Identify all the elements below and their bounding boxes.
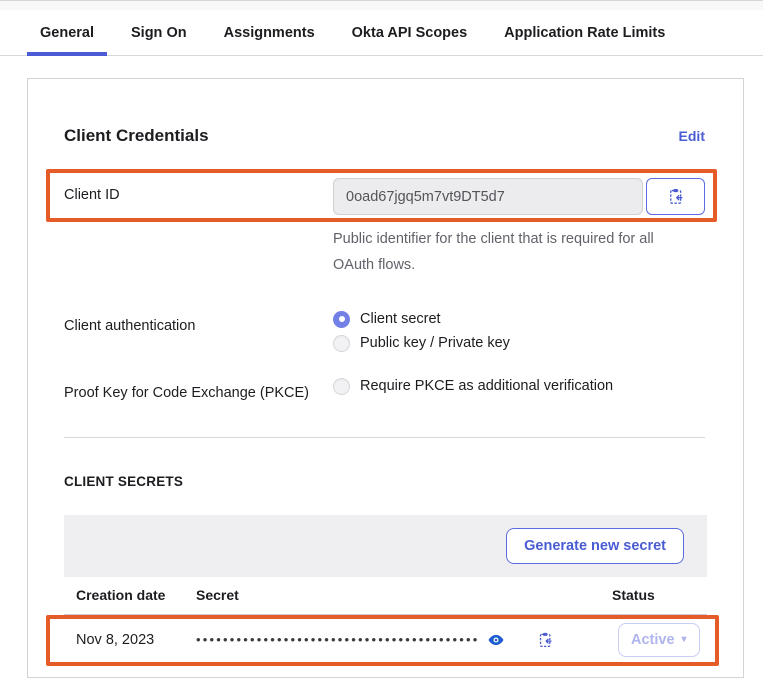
app-tabbar — [0, 10, 763, 56]
copy-client-id-button[interactable] — [646, 178, 705, 215]
eye-icon — [487, 631, 505, 649]
masked-secret-value: •••••••••••••••••••••••••••••••••••••••••• — [196, 632, 480, 648]
header-creation-date: Creation date — [76, 587, 166, 604]
tab-application-rate-limits[interactable]: Application Rate Limits — [504, 24, 666, 41]
header-status: Status — [612, 587, 655, 604]
header-secret: Secret — [196, 587, 239, 604]
edit-link[interactable]: Edit — [678, 128, 705, 144]
secrets-table-header — [64, 577, 707, 615]
client-credentials-header — [64, 126, 705, 146]
tab-okta-api-scopes[interactable]: Okta API Scopes — [351, 24, 468, 41]
checkbox-unchecked-icon[interactable] — [333, 378, 350, 395]
client-id-row — [64, 178, 705, 215]
radio-option-label: Public key / Private key — [360, 335, 510, 352]
secret-status-dropdown[interactable] — [618, 623, 700, 657]
status-badge: Active — [631, 631, 675, 648]
tab-sign-on[interactable]: Sign On — [131, 24, 187, 41]
section-title: Client Credentials — [64, 126, 209, 145]
pkce-label: Proof Key for Code Exchange (PKCE) — [64, 384, 310, 401]
clipboard-copy-icon — [536, 631, 554, 649]
chevron-down-icon: ▾ — [681, 634, 687, 646]
tab-general[interactable]: General — [27, 10, 107, 55]
secrets-table-toolbar — [64, 515, 707, 577]
radio-unselected-icon[interactable] — [333, 335, 350, 352]
client-authentication-row — [64, 309, 705, 352]
clipboard-copy-icon — [666, 187, 685, 206]
tab-assignments[interactable]: Assignments — [223, 24, 315, 41]
client-id-help-text: Public identifier for the client that is required for all OAuth flows. — [333, 231, 654, 273]
pkce-option-label: Require PKCE as additional verification — [360, 378, 614, 395]
secret-table-row — [64, 615, 707, 665]
reveal-secret-button[interactable] — [487, 631, 505, 649]
radio-option-public-private-key[interactable] — [333, 335, 705, 352]
section-divider — [64, 437, 705, 438]
generate-new-secret-button[interactable]: Generate new secret — [506, 528, 684, 564]
client-authentication-label: Client authentication — [64, 317, 196, 334]
radio-selected-icon[interactable] — [333, 311, 350, 328]
pkce-row — [64, 376, 705, 401]
client-secrets-title: CLIENT SECRETS — [64, 473, 184, 489]
client-secrets-table — [64, 515, 707, 665]
top-strip — [0, 0, 763, 10]
copy-secret-button[interactable] — [536, 631, 554, 649]
client-credentials-card — [27, 78, 744, 678]
radio-option-label: Client secret — [360, 311, 441, 328]
client-id-input[interactable] — [333, 178, 643, 215]
secret-creation-date: Nov 8, 2023 — [76, 631, 155, 648]
client-id-label: Client ID — [64, 187, 120, 203]
pkce-checkbox-option[interactable] — [333, 378, 705, 395]
radio-option-client-secret[interactable] — [333, 311, 705, 328]
